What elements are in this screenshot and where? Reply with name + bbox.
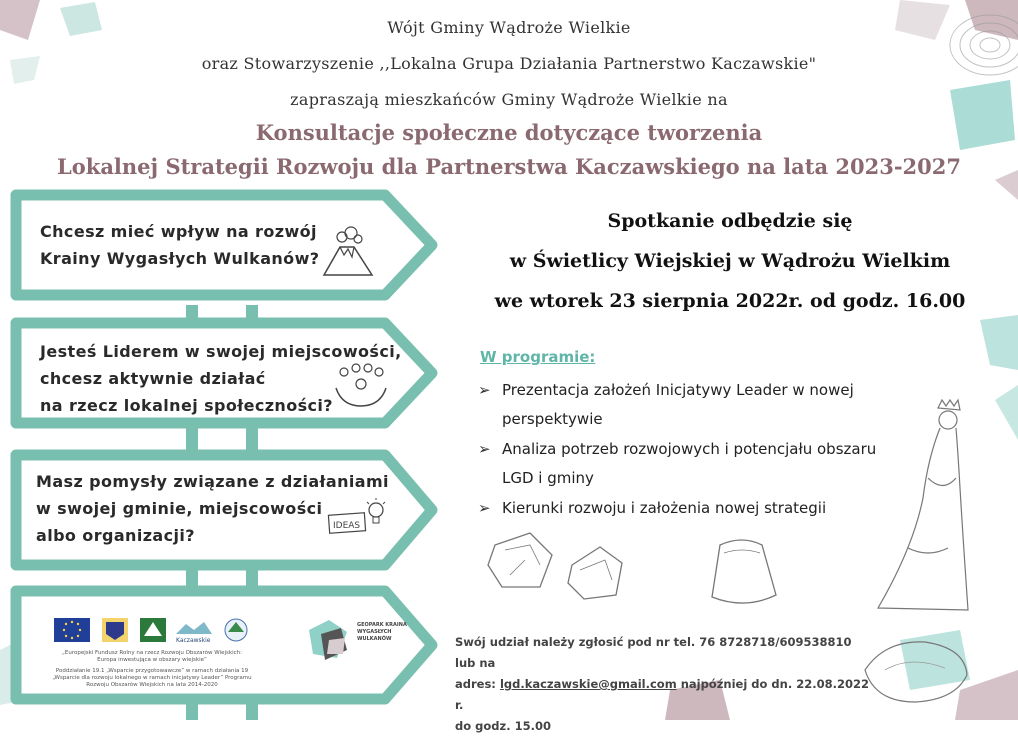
volcano-icon: [320, 225, 375, 280]
arrow-bullet-icon: ➢: [478, 381, 491, 399]
stone-sketch: [488, 533, 552, 587]
sponsor-logos: [52, 616, 272, 689]
sign-1-line-2: Krainy Wygasłych Wulkanów?: [40, 249, 320, 268]
header-line-2: oraz Stowarzyszenie ,,Lokalna Grupa Działania Partnerstwo Kaczawskie": [201, 54, 817, 73]
bag-sketch: [712, 540, 776, 603]
program-item: ➢ Prezentacja założeń Inicjatywy Leader w nowej perspektywie: [478, 376, 908, 434]
eu-caption: „Europejski Fundusz Rolny na rzecz Rozwoju Obszarów Wiejskich: Europa inwestująca w obszary wiejskie”: [62, 650, 242, 663]
logo-strip: [52, 616, 272, 646]
geopark-logo: [307, 620, 357, 664]
queen-figure-illustration: [868, 398, 978, 618]
prow-logo: [225, 619, 247, 641]
meeting-line-3: we wtorek 23 sierpnia 2022r. od godz. 16.00: [494, 290, 966, 312]
sign-2-line-2: chcesz aktywnie działać: [40, 369, 266, 388]
kaczawskie-label: Kaczawskie: [176, 637, 211, 644]
sign-3-line-3: albo organizacji?: [36, 526, 195, 545]
title-line-1: Konsultacje społeczne dotyczące tworzenia: [255, 120, 763, 145]
header-line-1: Wójt Gminy Wądroże Wielkie: [387, 18, 631, 37]
program-title: W programie:: [480, 348, 596, 366]
sign-1-text: [40, 218, 319, 272]
stones-and-bag-illustration: [480, 525, 810, 625]
program-caption: Poddziałanie 19.1 „Wsparcie przygotowawcze” w ramach działania 19 „Wsparcie dla rozwoju lokalnego w ramach inicjatywy Leader” Programu Rozwoju Obszarów Wiejskich na lata 2014-2020: [52, 668, 252, 688]
geopark-label: GEOPARK KRAINA WYGASŁYCH WULKANÓW: [357, 622, 407, 642]
footer-address-label: adres:: [455, 677, 496, 691]
sign-3-line-2: w swojej gminie, miejscowości: [36, 499, 323, 518]
ideas-label: IDEAS: [333, 521, 361, 531]
sign-1-line-1: Chcesz mieć wpływ na rozwój: [40, 222, 317, 241]
arrow-bullet-icon: ➢: [478, 499, 491, 517]
footer-line-3: do godz. 15.00: [455, 719, 551, 733]
sign-2-line-1: Jesteś Liderem w swojej miejscowości,: [40, 342, 402, 361]
footer-deadline: najpóźniej do dn. 22.08.2022 r.: [455, 677, 869, 712]
program-item: ➢ Kierunki rozwoju i założenia nowej strategii: [478, 494, 908, 523]
registration-info: [455, 632, 875, 737]
footer-line-1: Swój udział należy zgłosić pod nr tel. 76 8728718/609538810 lub na: [455, 635, 852, 670]
kaczawskie-logo: [176, 622, 212, 644]
footer-line-2: [455, 674, 875, 716]
deco-shape: [995, 385, 1018, 440]
arrow-bullet-icon: ➢: [478, 440, 491, 458]
sign-3-line-1: Masz pomysły związane z działaniami: [36, 472, 389, 491]
stone-sketch: [568, 547, 622, 599]
title-line-2: Lokalnej Strategii Rozwoju dla Partnerstwa Kaczawskiego na lata 2023-2027: [57, 154, 961, 179]
program-item: ➢ Analiza potrzeb rozwojowych i potencjału obszaru LGD i gminy: [478, 435, 908, 493]
sign-2-line-3: na rzecz lokalnej społeczności?: [40, 396, 333, 415]
email-link[interactable]: lgd.kaczawskie@gmail.com: [499, 677, 677, 691]
ideas-lightbulb-icon: [326, 496, 388, 540]
header-line-3: zapraszają mieszkańców Gminy Wądroże Wielkie na: [290, 90, 728, 109]
deco-shape: [980, 315, 1018, 370]
meeting-line-2: w Świetlicy Wiejskiej w Wądrożu Wielkim: [509, 250, 951, 272]
community-hands-icon: [332, 362, 390, 412]
program-list: [478, 376, 908, 524]
leader-logo: [140, 618, 166, 642]
coat-of-arms-logo: [102, 618, 128, 642]
meeting-line-1: Spotkanie odbędzie się: [607, 210, 853, 232]
